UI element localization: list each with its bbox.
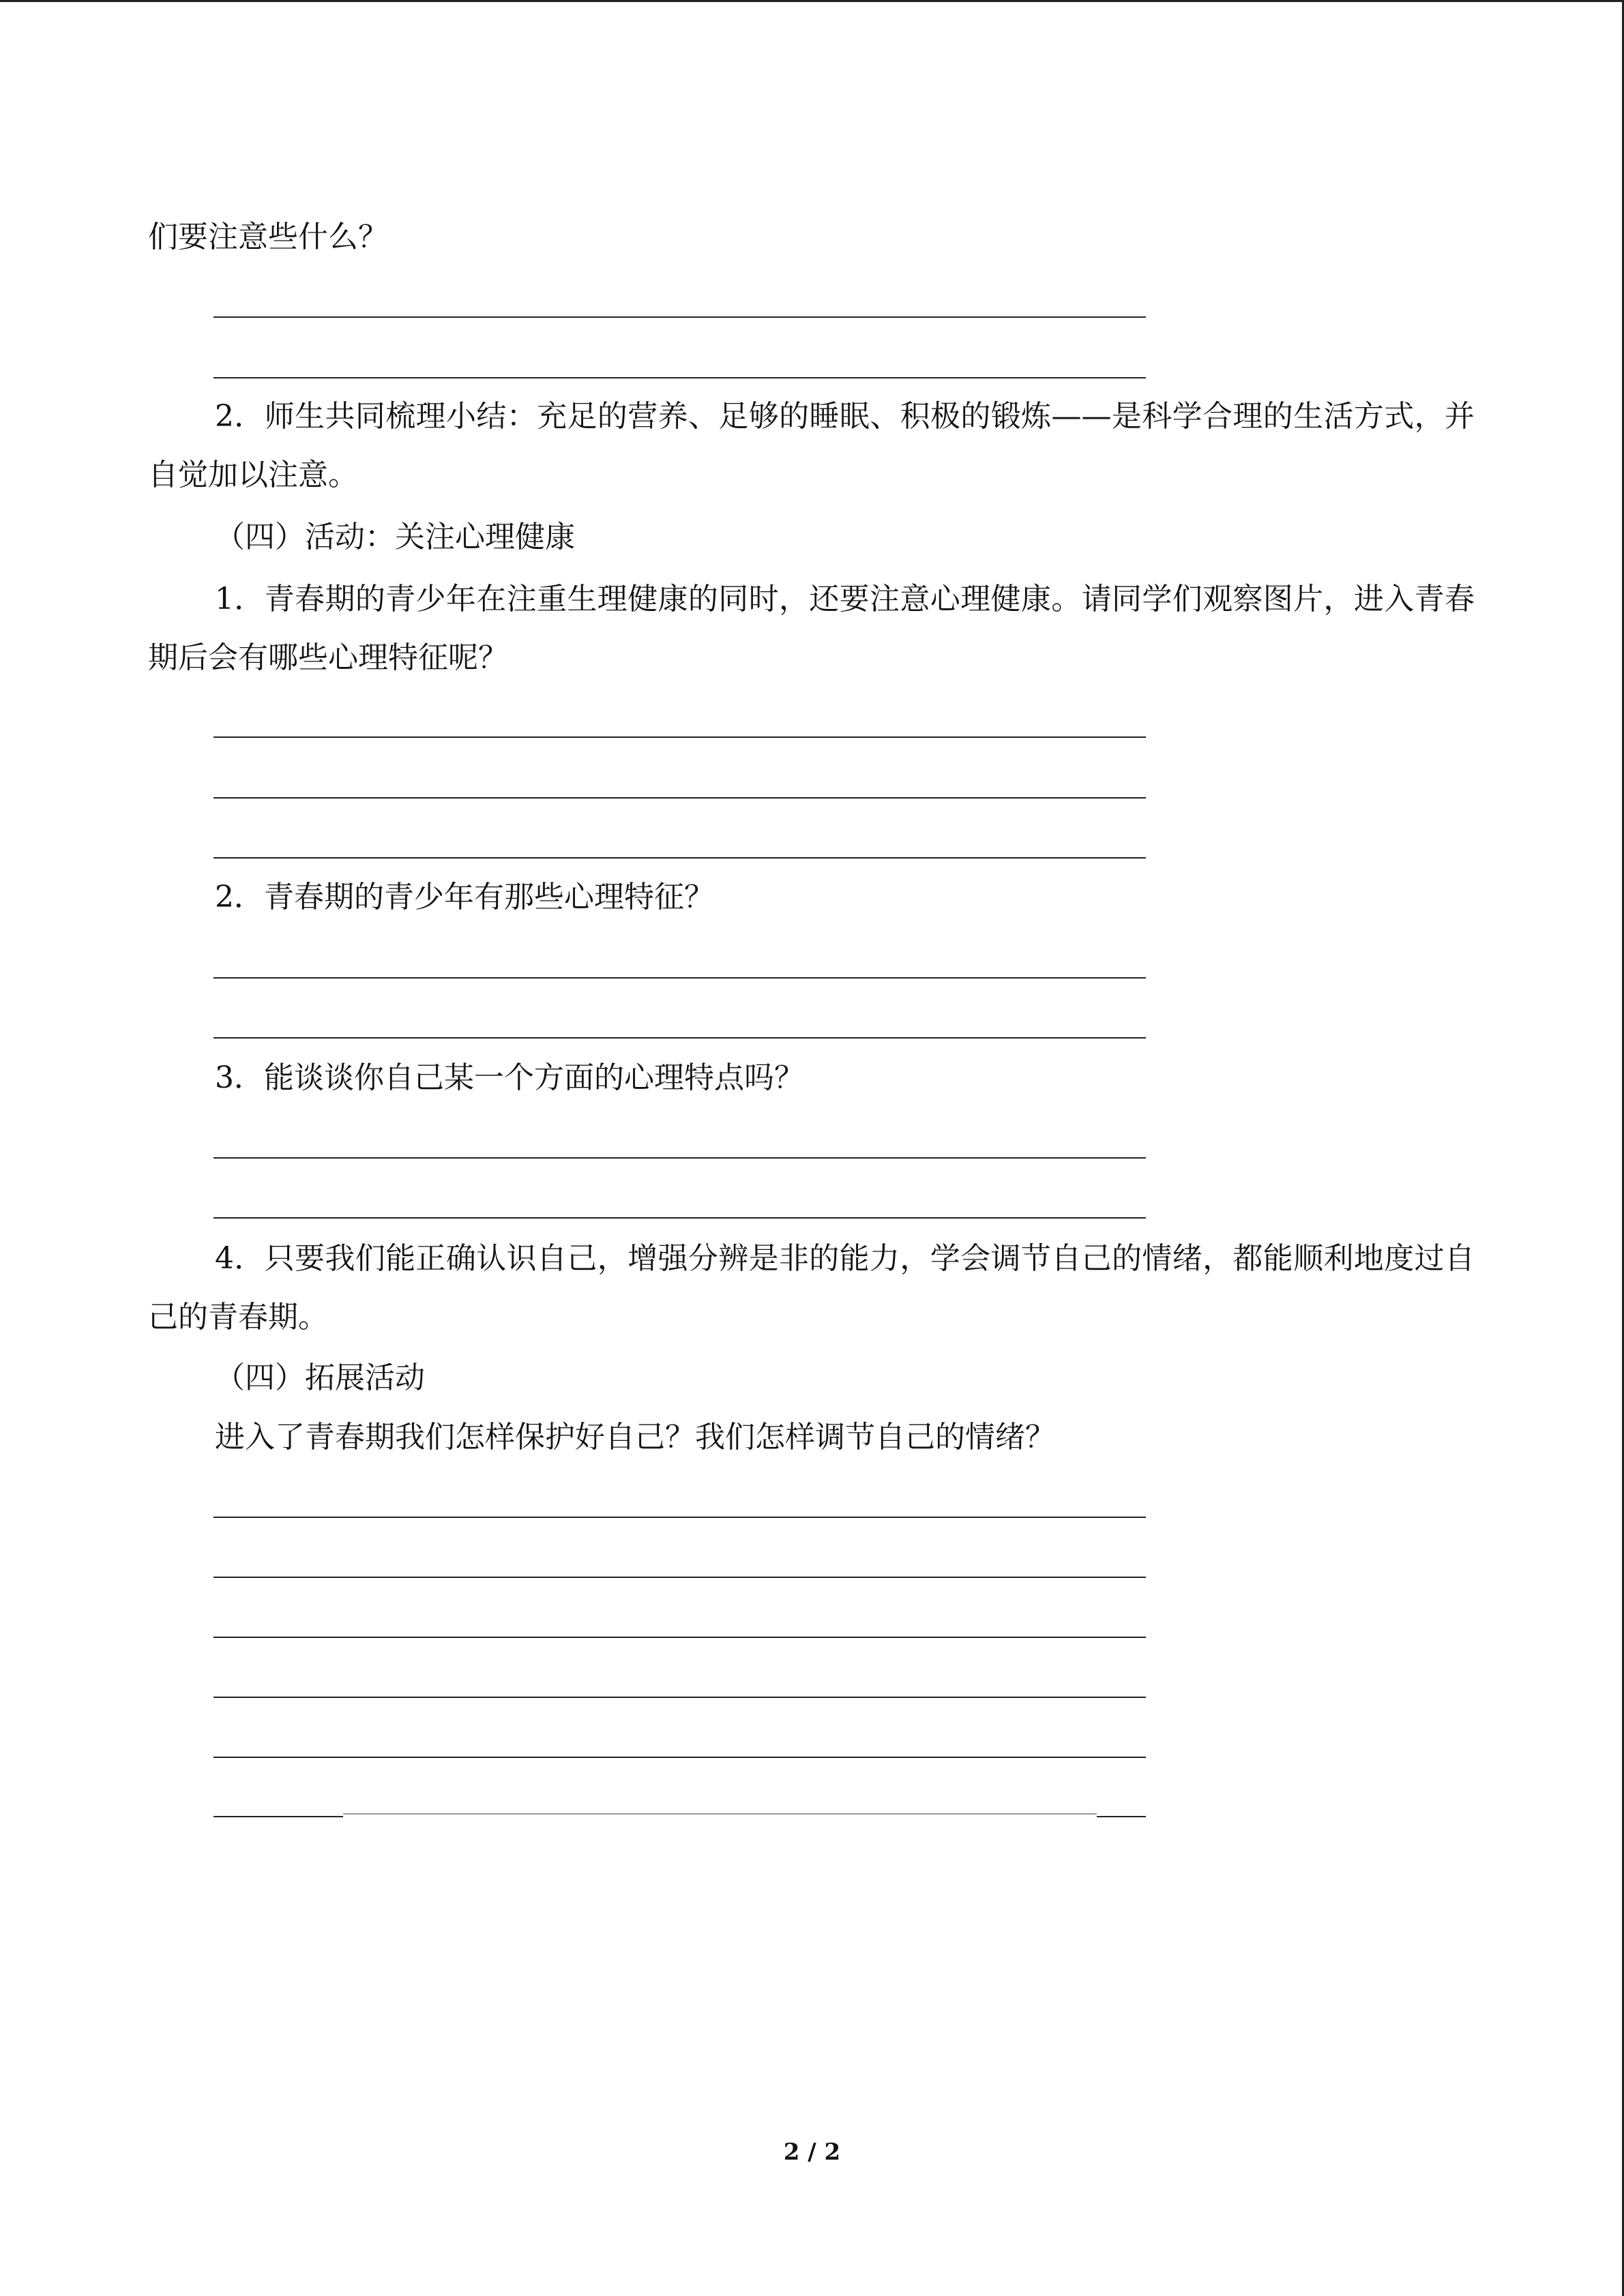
answer-line — [213, 1757, 1146, 1758]
answer-line-segment — [1097, 1816, 1146, 1817]
answer-line — [213, 316, 1146, 318]
answer-line — [213, 1577, 1146, 1578]
answer-line-segment — [213, 1816, 343, 1817]
answer-line — [213, 1217, 1146, 1219]
question-text: 进入了青春期我们怎样保护好自己？我们怎样调节自己的情绪？ — [215, 1420, 1055, 1455]
paragraph — [148, 570, 1475, 687]
answer-line — [213, 736, 1146, 738]
section-heading: （四）拓展活动 — [215, 1360, 425, 1395]
answer-line — [213, 1637, 1146, 1638]
answer-line — [213, 377, 1146, 378]
paragraph — [148, 387, 1475, 505]
paragraph — [148, 1229, 1475, 1347]
answer-line — [213, 857, 1146, 859]
answer-line — [213, 977, 1146, 979]
answer-line — [213, 1517, 1146, 1518]
answer-line — [213, 1697, 1146, 1698]
paragraph-text: 2．师生共同梳理小结：充足的营养、足够的睡眠、积极的锻炼——是科学合理的生活方式，并自觉加以注意。 — [148, 399, 1475, 492]
answer-line-segment — [343, 1813, 1097, 1815]
section-heading: （四）活动：关注心理健康 — [215, 520, 575, 554]
question-text: 2．青春期的青少年有那些心理特征？ — [215, 880, 714, 914]
paragraph-text: 1．青春期的青少年在注重生理健康的同时，还要注意心理健康。请同学们观察图片，进入青春期后会有哪些心理特征呢？ — [148, 582, 1475, 675]
text-line: 们要注意些什么？ — [148, 220, 388, 254]
page-number: 2 / 2 — [783, 2138, 841, 2166]
answer-line — [213, 797, 1146, 799]
paragraph-text: 4．只要我们能正确认识自己，增强分辨是非的能力，学会调节自己的情绪，都能顺利地度过自己的青春期。 — [148, 1241, 1475, 1335]
question-text: 3．能谈谈你自己某一个方面的心理特点吗？ — [215, 1060, 804, 1095]
answer-line — [213, 1157, 1146, 1159]
answer-line — [213, 1037, 1146, 1039]
